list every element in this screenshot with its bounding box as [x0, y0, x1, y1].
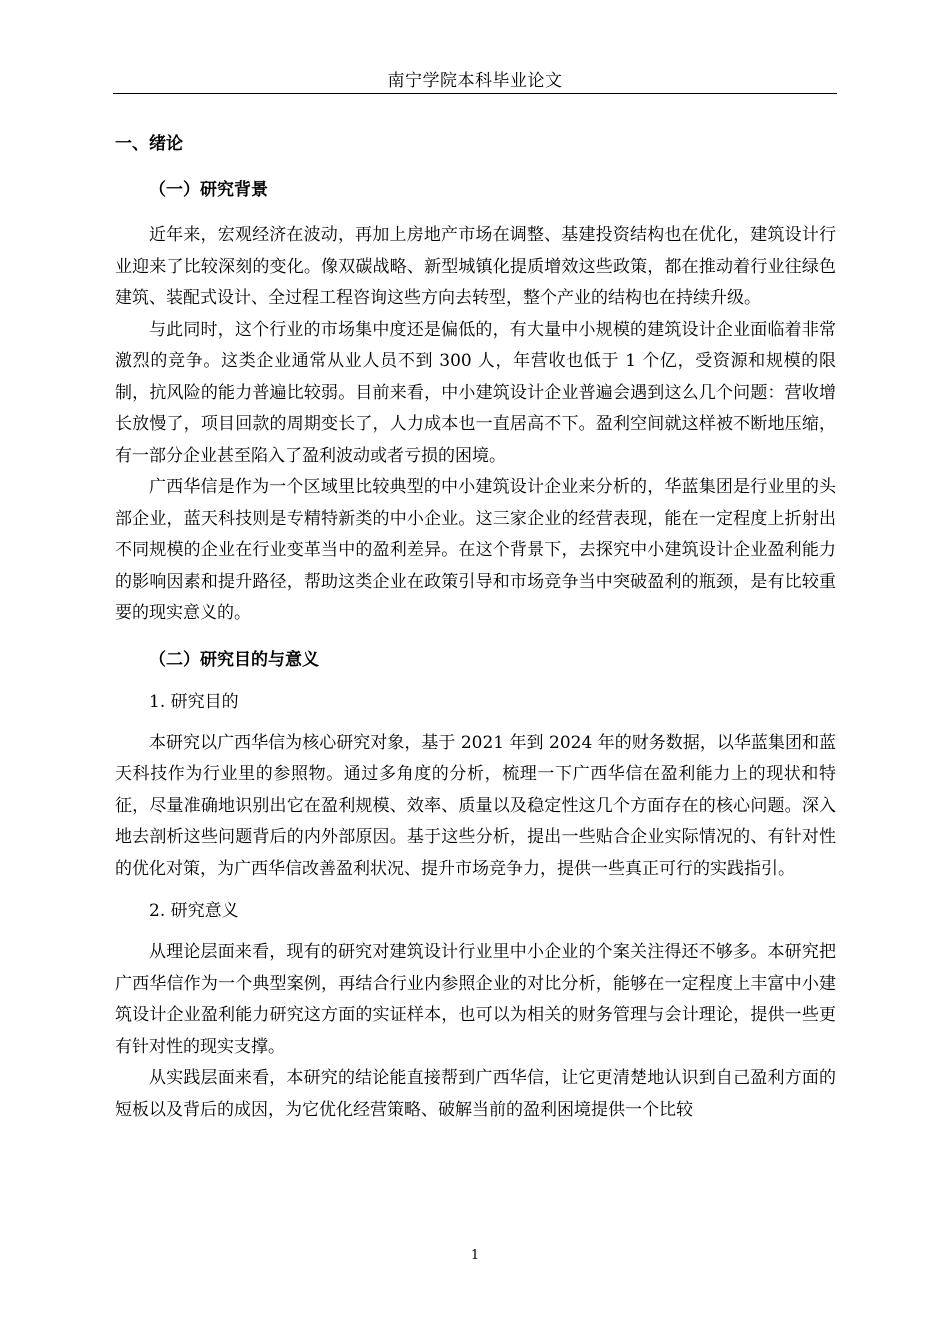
paragraph: 近年来，宏观经济在波动，再加上房地产市场在调整、基建投资结构也在优化，建筑设计行业迎来了比较深刻的变化。像双碳战略、新型城镇化提质增效这些政策，都在推动着行业往绿色建筑、装配式设计、全过程工程咨询这些方向去转型，整个产业的结构也在持续升级。	[115, 225, 836, 308]
paragraph: 广西华信是作为一个区域里比较典型的中小建筑设计企业来分析的，华蓝集团是行业里的头部企业，蓝天科技则是专精特新类的中小企业。这三家企业的经营表现，能在一定程度上折射出不同规模的企业在行业变革当中的盈利差异。在这个背景下，去探究中小建筑设计企业盈利能力的影响因素和提升路径，帮助这类企业在政策引导和市场竞争当中突破盈利的瓶颈，是有比较重要的现实意义的。	[115, 477, 836, 623]
header-divider	[113, 93, 837, 94]
subsection-heading-significance: 2. 研究意义	[149, 901, 239, 921]
paragraph: 从理论层面来看，现有的研究对建筑设计行业里中小企业的个案关注得还不够多。本研究把广西华信作为一个典型案例，再结合行业内参照企业的对比分析，能够在一定程度上丰富中小建筑设计企业盈利能力研究这方面的实证样本，也可以为相关的财务管理与会计理论，提供一些更有针对性的现实支撑。	[115, 942, 836, 1057]
subsection-heading-purpose: 1. 研究目的	[149, 691, 239, 712]
page-header-title: 南宁学院本科毕业论文	[387, 71, 563, 91]
section-heading-background: （一）研究背景	[149, 180, 268, 200]
paragraph: 从实践层面来看，本研究的结论能直接帮到广西华信，让它更清楚地认识到自己盈利方面的短板以及背后的成因，为它优化经营策略、破解当前的盈利困境提供一个比较	[115, 1068, 836, 1120]
page-number: 1	[470, 1248, 480, 1263]
section-heading-purpose: （二）研究目的与意义	[149, 649, 319, 670]
document-body	[115, 128, 836, 1126]
paragraph: 本研究以广西华信为核心研究对象，基于 2021 年到 2024 年的财务数据，以华蓝集团和蓝天科技作为行业里的参照物。通过多角度的分析，梳理一下广西华信在盈利能力上的现状和特征，尽量准确地识别出它在盈利规模、效率、质量以及稳定性这几个方面存在的核心问题。深入地去剖析这些问题背后的内外部原因。基于这些分析，提出一些贴合企业实际情况的、有针对性的优化对策，为广西华信改善盈利状况、提升市场竞争力，提供一些真正可行的实践指引。	[115, 732, 836, 879]
paragraph: 与此同时，这个行业的市场集中度还是偏低的，有大量中小规模的建筑设计企业面临着非常激烈的竞争。这类企业通常从业人员不到 300 人，年营收也低于 1 个亿，受资源和规模的限制，抗风险的能力普遍比较弱。目前来看，中小建筑设计企业普遍会遇到这么几个问题：营收增长放慢了，项目回款的周期变长了，人力成本也一直居高不下。盈利空间就这样被不断地压缩，有一部分企业甚至陷入了盈利波动或者亏损的困境。	[115, 319, 836, 466]
chapter-heading: 一、绪论	[115, 134, 183, 154]
